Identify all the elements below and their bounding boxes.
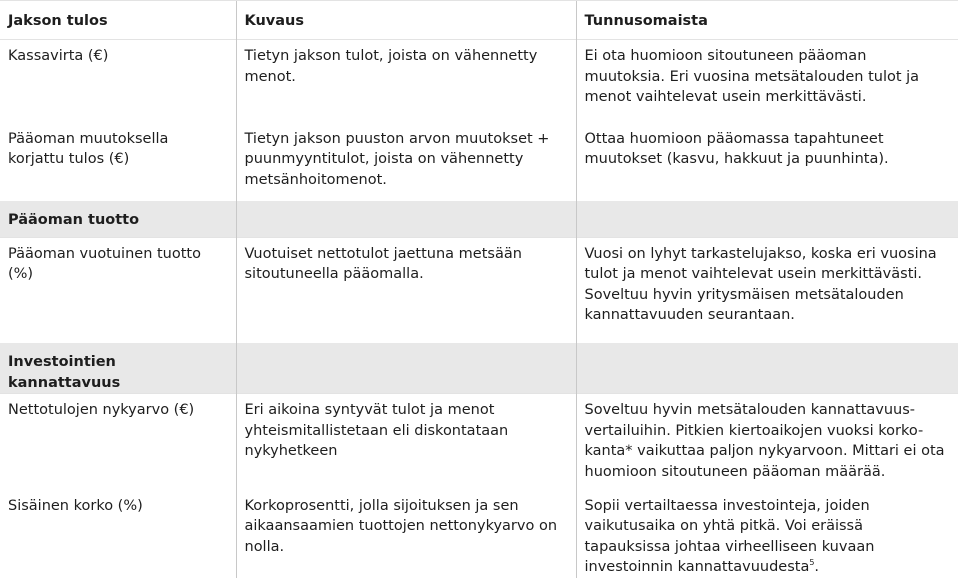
cell-characteristics: Soveltuu hyvin metsätalouden kannattavuus-vertailuihin. Pitkien kiertoaikojen vuoksi korko-kanta* vaikuttaa paljon nykyarvoon. Mittari ei ota huomioon sitoutuneen pääoman määrää.	[576, 394, 958, 490]
table-header-row	[0, 1, 958, 40]
cell-characteristics: Vuosi on lyhyt tarkastelujakso, koska eri vuosina tulot ja menot vaihtelevat usein merkittävästi. Soveltuu hyvin yritysmäisen metsätalouden kannattavuuden seurantaan.	[576, 237, 958, 343]
cell-measure: Pääoman vuotuinen tuotto (%)	[0, 237, 236, 343]
cell-description: Tietyn jakson puuston arvon muutokset + puunmyyntitulot, joista on vähennetty metsänhoitomenot.	[236, 123, 576, 201]
cell-measure: Kassavirta (€)	[0, 40, 236, 123]
table-row	[0, 490, 958, 578]
table-row	[0, 40, 958, 123]
section-empty-cell	[236, 201, 576, 238]
footnote-mark: 5	[809, 558, 815, 568]
section-row	[0, 201, 958, 238]
header-jakson-tulos: Jakson tulos	[0, 1, 236, 40]
header-tunnusomaista: Tunnusomaista	[576, 1, 958, 40]
cell-description: Tietyn jakson tulot, joista on vähennetty menot.	[236, 40, 576, 123]
section-empty-cell	[576, 343, 958, 394]
section-empty-cell	[236, 343, 576, 394]
cell-measure: Nettotulojen nykyarvo (€)	[0, 394, 236, 490]
table-row	[0, 237, 958, 343]
cell-description: Vuotuiset nettotulot jaettuna metsään sitoutuneella pääomalla.	[236, 237, 576, 343]
cell-characteristics: Ottaa huomioon pääomassa tapahtuneet muutokset (kasvu, hakkuut ja puunhinta).	[576, 123, 958, 201]
section-empty-cell	[576, 201, 958, 238]
footnote-suffix: .	[814, 559, 820, 575]
cell-description: Eri aikoina syntyvät tulot ja menot yhteismitallistetaan eli diskontataan nykyhetkeen	[236, 394, 576, 490]
cell-measure: Pääoman muutoksella korjattu tulos (€)	[8, 130, 169, 167]
cell-description: Korkoprosentti, jolla sijoituksen ja sen aikaansaamien tuottojen nettonykyarvo on nolla.	[236, 490, 576, 578]
cell-measure: Sisäinen korko (%)	[8, 497, 143, 514]
cell-characteristics: Ei ota huomioon sitoutuneen pääoman muutoksia. Eri vuosina metsätalouden tulot ja menot vaihtelevat usein merkittävästi.	[576, 40, 958, 123]
cell-characteristics-text: Sopii vertailtaessa investointeja, joiden vaikutusaika on yhtä pitkä. Voi eräissä tapauksissa johtaa virheelliseen kuvaan investoinnin kannattavuudesta	[584, 497, 875, 575]
table-row	[0, 394, 958, 490]
table-row	[0, 123, 958, 201]
section-title: Investointien kannattavuus	[0, 343, 236, 394]
section-title: Pääoman tuotto	[0, 201, 236, 238]
cell-characteristics	[576, 490, 958, 578]
section-row	[0, 343, 958, 394]
header-kuvaus: Kuvaus	[236, 1, 576, 40]
